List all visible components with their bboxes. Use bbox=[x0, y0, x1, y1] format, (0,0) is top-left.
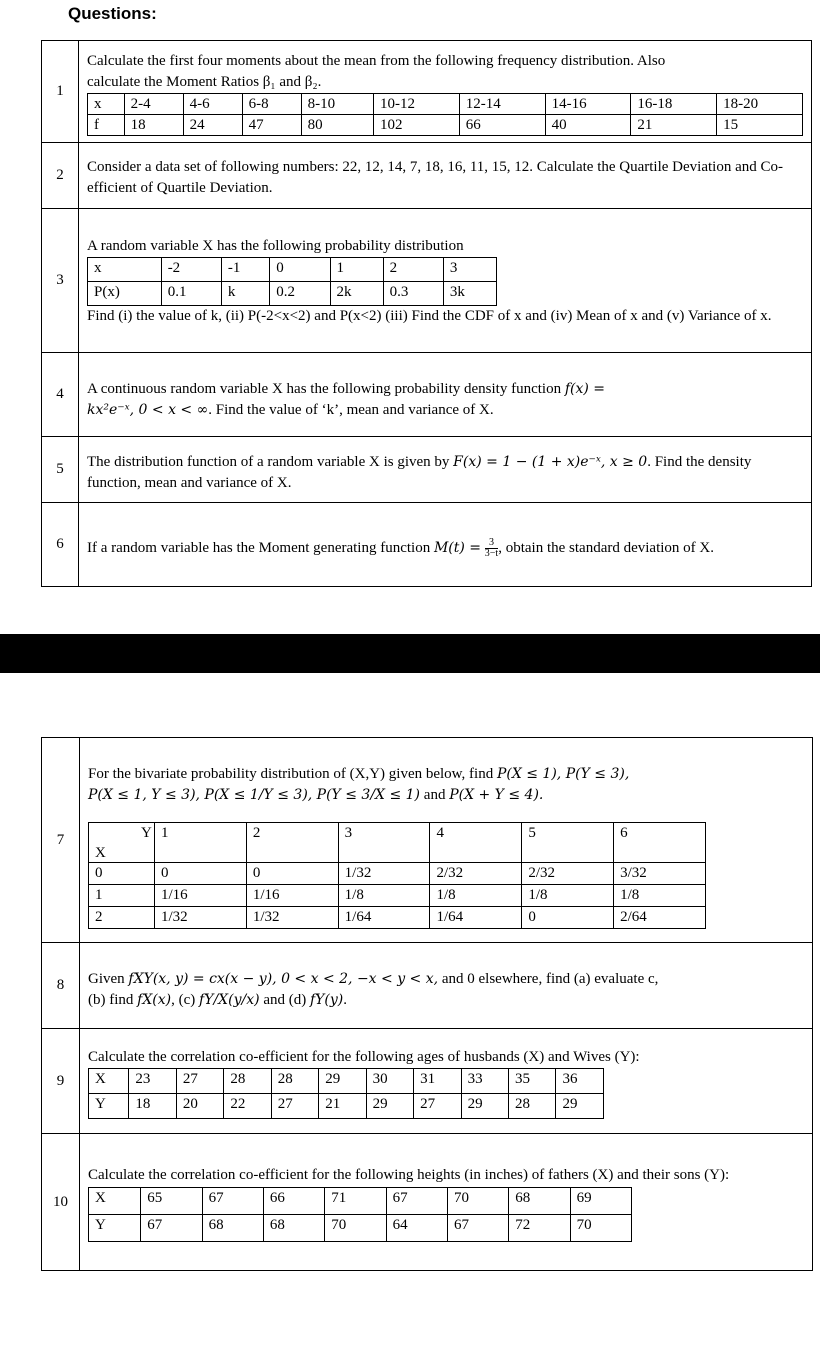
table-cell: 64 bbox=[386, 1215, 447, 1242]
question-text: , (c) bbox=[171, 991, 200, 1008]
table-cell: 29 bbox=[461, 1094, 508, 1119]
table-cell: 3/32 bbox=[614, 862, 706, 884]
table-cell: 20 bbox=[176, 1094, 223, 1119]
table-cell: 21 bbox=[319, 1094, 366, 1119]
table-cell: 67 bbox=[141, 1215, 202, 1242]
page-separator-bar bbox=[0, 634, 820, 673]
table-cell: 0 bbox=[246, 862, 338, 884]
question-text: calculate the Moment Ratios β₁ and β₂. bbox=[87, 73, 322, 90]
table-cell: 1/64 bbox=[338, 906, 430, 928]
fraction bbox=[485, 538, 498, 559]
question-number: 6 bbox=[42, 503, 79, 587]
table-header-cell: 2 bbox=[246, 822, 338, 862]
question-row-2 bbox=[42, 143, 812, 209]
table-cell: 28 bbox=[509, 1094, 556, 1119]
table-cell: 0 bbox=[155, 862, 247, 884]
question-math: F(x) = 1 − (1 + x)e⁻ˣ, x ≥ 0 bbox=[453, 453, 648, 470]
question-row-6 bbox=[42, 503, 812, 587]
table-cell: 30 bbox=[366, 1069, 413, 1094]
questions-table-upper bbox=[41, 40, 812, 587]
table-cell: 1/8 bbox=[614, 884, 706, 906]
correlation-table-heights bbox=[88, 1187, 632, 1242]
question-text: and bbox=[420, 786, 450, 803]
question-math: P(X + Y ≤ 4). bbox=[449, 786, 544, 803]
table-cell: 18-20 bbox=[717, 93, 803, 114]
table-cell: 29 bbox=[556, 1094, 604, 1119]
question-text: Calculate the correlation co-efficient for the following ages of husbands (X) and Wives (Y): bbox=[88, 1049, 640, 1065]
question-math: fX(x) bbox=[137, 991, 172, 1008]
table-header-cell: 4 bbox=[430, 822, 522, 862]
table-cell: 67 bbox=[447, 1215, 508, 1242]
table-cell: 27 bbox=[271, 1094, 318, 1119]
question-text: The distribution function of a random variable X is given by bbox=[87, 453, 454, 470]
question-row-9 bbox=[42, 1029, 813, 1134]
table-cell: 3 bbox=[443, 258, 496, 282]
table-cell: 69 bbox=[570, 1188, 631, 1215]
table-row-label: Y bbox=[89, 1094, 129, 1119]
question-text: If a random variable has the Moment generating function bbox=[87, 540, 434, 556]
fraction-denominator: 3−t bbox=[484, 548, 499, 560]
table-cell: 0.3 bbox=[383, 282, 443, 306]
table-cell: 29 bbox=[366, 1094, 413, 1119]
table-cell: 27 bbox=[414, 1094, 461, 1119]
table-header-cell: 3 bbox=[338, 822, 430, 862]
question-number: 3 bbox=[42, 209, 79, 353]
question-number: 7 bbox=[42, 738, 80, 943]
question-text: Find (i) the value of k, (ii) P(-2<x<2) and P(x<2) (iii) Find the CDF of x and (iv) Mean of x and (v) Variance of x. bbox=[87, 308, 772, 324]
table-cell: 67 bbox=[386, 1188, 447, 1215]
table-cell: 1/8 bbox=[338, 884, 430, 906]
question-text: For the bivariate probability distribution of (X,Y) given below, find bbox=[88, 765, 497, 782]
table-cell: 12-14 bbox=[459, 93, 545, 114]
question-row-4 bbox=[42, 353, 812, 437]
question-row-1 bbox=[42, 41, 812, 143]
question-text: (b) find bbox=[88, 991, 138, 1008]
question-text: and (d) bbox=[259, 991, 310, 1008]
table-cell: 70 bbox=[325, 1215, 386, 1242]
table-cell: 80 bbox=[301, 114, 373, 135]
table-cell: 70 bbox=[447, 1188, 508, 1215]
table-cell: 0 bbox=[270, 258, 330, 282]
fraction-numerator: 3 bbox=[485, 538, 498, 549]
table-cell: 1/16 bbox=[155, 884, 247, 906]
table-header-cell: 5 bbox=[522, 822, 614, 862]
table-cell: 14-16 bbox=[545, 93, 631, 114]
question-text: Consider a data set of following numbers: 22, 12, 14, 7, 18, 16, 11, 15, 12. Calculate the Quartile Deviation and Co-efficient of Quartile Deviation. bbox=[87, 158, 783, 196]
table-cell: -1 bbox=[221, 258, 269, 282]
table-cell: 1/8 bbox=[430, 884, 522, 906]
table-cell: 23 bbox=[129, 1069, 176, 1094]
table-cell: 2/32 bbox=[522, 862, 614, 884]
question-number: 9 bbox=[42, 1029, 80, 1134]
table-row-label: f bbox=[88, 114, 125, 135]
question-text: Calculate the correlation co-efficient for the following heights (in inches) of fathers (X) and their sons (Y): bbox=[88, 1167, 730, 1183]
table-cell: 3k bbox=[443, 282, 496, 306]
table-cell: 1/32 bbox=[155, 906, 247, 928]
table-cell: 15 bbox=[717, 114, 803, 135]
table-cell: 47 bbox=[242, 114, 301, 135]
question-number: 1 bbox=[42, 41, 79, 143]
table-cell: 18 bbox=[124, 114, 183, 135]
table-cell: k bbox=[221, 282, 269, 306]
table-header-cell: 1 bbox=[155, 822, 247, 862]
table-cell: 18 bbox=[129, 1094, 176, 1119]
table-cell: 2k bbox=[330, 282, 383, 306]
question-number: 4 bbox=[42, 353, 79, 437]
table-cell: 68 bbox=[202, 1215, 263, 1242]
page-heading: Questions: bbox=[68, 4, 157, 23]
question-text: Calculate the first four moments about the mean from the following frequency distribution. Also bbox=[87, 52, 666, 69]
table-cell: 1 bbox=[330, 258, 383, 282]
table-row-label: x bbox=[88, 93, 125, 114]
table-cell: 66 bbox=[459, 114, 545, 135]
table-cell: 2-4 bbox=[124, 93, 183, 114]
table-row-label: X bbox=[89, 1188, 141, 1215]
question-text: A continuous random variable X has the following probability density function bbox=[87, 380, 565, 397]
question-row-8 bbox=[42, 943, 813, 1029]
frequency-table bbox=[87, 93, 803, 136]
question-text: , obtain the standard deviation of X. bbox=[498, 540, 714, 556]
corner-label-x: X bbox=[95, 844, 106, 861]
question-math: P(X ≤ 1, Y ≤ 3), P(X ≤ 1/Y ≤ 3), P(Y ≤ 3/X ≤ 1) bbox=[88, 786, 421, 803]
table-cell: 67 bbox=[202, 1188, 263, 1215]
question-number: 2 bbox=[42, 143, 79, 209]
table-row-label: Y bbox=[89, 1215, 141, 1242]
table-cell: 2/64 bbox=[614, 906, 706, 928]
table-cell: 16-18 bbox=[631, 93, 717, 114]
question-number: 10 bbox=[42, 1134, 80, 1271]
table-cell: 2/32 bbox=[430, 862, 522, 884]
table-cell: 31 bbox=[414, 1069, 461, 1094]
table-row-label: 0 bbox=[89, 862, 155, 884]
table-cell: 2 bbox=[383, 258, 443, 282]
table-cell: 71 bbox=[325, 1188, 386, 1215]
table-cell: 21 bbox=[631, 114, 717, 135]
table-cell: 24 bbox=[183, 114, 242, 135]
table-cell: 1/64 bbox=[430, 906, 522, 928]
table-cell: 35 bbox=[509, 1069, 556, 1094]
table-cell: 70 bbox=[570, 1215, 631, 1242]
table-cell: 28 bbox=[224, 1069, 271, 1094]
table-row-label: X bbox=[89, 1069, 129, 1094]
table-cell: 4-6 bbox=[183, 93, 242, 114]
table-cell: 1/16 bbox=[246, 884, 338, 906]
table-header-cell: 6 bbox=[614, 822, 706, 862]
table-cell: 72 bbox=[509, 1215, 570, 1242]
table-cell: 1/8 bbox=[522, 884, 614, 906]
bivariate-table bbox=[88, 822, 706, 929]
question-math: P(X ≤ 1), P(Y ≤ 3), bbox=[496, 765, 630, 782]
question-number: 8 bbox=[42, 943, 80, 1029]
table-cell: 6-8 bbox=[242, 93, 301, 114]
table-cell: 36 bbox=[556, 1069, 604, 1094]
table-cell: 66 bbox=[263, 1188, 324, 1215]
table-cell: 27 bbox=[176, 1069, 223, 1094]
question-text: . Find the density function, mean and variance of X. bbox=[87, 453, 752, 491]
question-text: A random variable X has the following probability distribution bbox=[87, 238, 464, 254]
question-number: 5 bbox=[42, 437, 79, 503]
question-row-3 bbox=[42, 209, 812, 353]
correlation-table-ages bbox=[88, 1068, 604, 1119]
question-text: Given bbox=[88, 970, 129, 987]
table-cell: 68 bbox=[509, 1188, 570, 1215]
question-math: fY/X(y/x) bbox=[199, 991, 260, 1008]
table-cell: 29 bbox=[319, 1069, 366, 1094]
questions-table-lower bbox=[41, 737, 813, 1271]
question-row-5 bbox=[42, 437, 812, 503]
question-row-10 bbox=[42, 1134, 813, 1271]
table-cell: 10-12 bbox=[373, 93, 459, 114]
table-cell: 102 bbox=[373, 114, 459, 135]
table-cell: 68 bbox=[263, 1215, 324, 1242]
question-math: fXY(x, y) = cx(x − y), 0 < x < 2, −x < y < x, bbox=[128, 970, 439, 987]
table-cell: -2 bbox=[161, 258, 221, 282]
table-cell: 1/32 bbox=[246, 906, 338, 928]
table-cell: 0.1 bbox=[161, 282, 221, 306]
question-text: . Find the value of ‘k’, mean and variance of X. bbox=[208, 401, 494, 418]
corner-label-y: Y bbox=[141, 824, 152, 841]
table-row-label: 2 bbox=[89, 906, 155, 928]
question-text: . bbox=[343, 991, 348, 1008]
table-cell: 8-10 bbox=[301, 93, 373, 114]
table-row-label: x bbox=[88, 258, 162, 282]
table-row-label: 1 bbox=[89, 884, 155, 906]
table-cell: 1/32 bbox=[338, 862, 430, 884]
table-cell: 33 bbox=[461, 1069, 508, 1094]
table-corner-cell bbox=[89, 822, 155, 862]
table-cell: 65 bbox=[141, 1188, 202, 1215]
table-row-label: P(x) bbox=[88, 282, 162, 306]
question-row-7 bbox=[42, 738, 813, 943]
question-math: M(t) = bbox=[433, 540, 482, 556]
table-cell: 40 bbox=[545, 114, 631, 135]
table-cell: 0.2 bbox=[270, 282, 330, 306]
table-cell: 0 bbox=[522, 906, 614, 928]
question-math: fY(y) bbox=[310, 991, 344, 1008]
question-text: and 0 elsewhere, find (a) evaluate c, bbox=[438, 970, 659, 987]
question-math: f(x) = bbox=[564, 380, 606, 397]
table-cell: 22 bbox=[224, 1094, 271, 1119]
question-math: kx²e⁻ˣ, 0 < x < ∞ bbox=[87, 401, 209, 418]
table-cell: 28 bbox=[271, 1069, 318, 1094]
probability-table bbox=[87, 257, 497, 306]
